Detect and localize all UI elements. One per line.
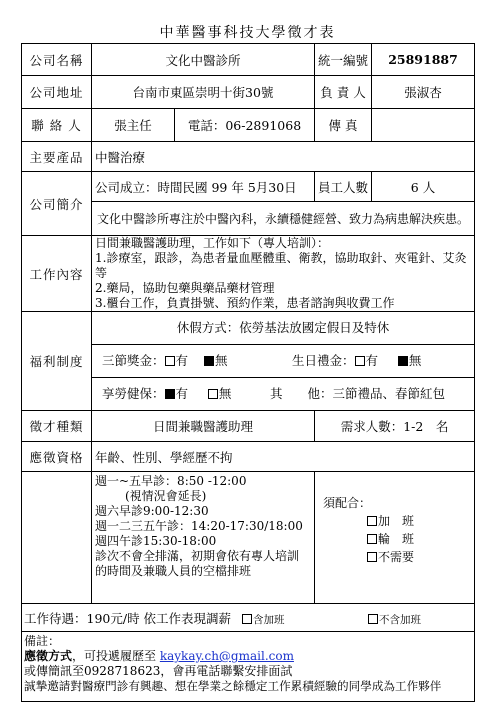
birthday-gift-yes-checkbox[interactable] xyxy=(355,356,365,366)
insurance-yes-checkbox[interactable] xyxy=(165,389,175,399)
birthday-gift-field xyxy=(292,345,421,377)
with-overtime-checkbox[interactable] xyxy=(242,614,252,624)
other-welfare-label: 其 他： xyxy=(270,386,333,401)
insurance-yes-label: 有 xyxy=(175,386,189,401)
qualification-label: 應徵資格 xyxy=(22,442,92,472)
festival-bonus-field xyxy=(102,345,227,377)
person-in-charge-value: 張淑杏 xyxy=(372,76,475,109)
schedule-list xyxy=(92,472,315,604)
established-value: 公司成立：時間民國 99 年 5月30日 xyxy=(92,172,315,202)
pay-value: 190元/時 依工作表現調薪 xyxy=(86,610,232,626)
position-value: 日間兼職醫護助理 xyxy=(92,411,315,442)
schedule-line: 週六早診9:00-12:30 xyxy=(95,504,209,518)
products-value: 中醫治療 xyxy=(92,142,475,172)
job-content-list xyxy=(92,236,475,312)
other-welfare-value: 三節禮品、春節紅包 xyxy=(332,386,446,401)
shift-checkbox[interactable] xyxy=(367,534,377,544)
job-form-table xyxy=(21,43,475,702)
application-method-text: ，可投遞履歷至 xyxy=(72,649,160,663)
welfare-row-insurance xyxy=(92,378,474,410)
job-content-label: 工作內容 xyxy=(22,236,92,312)
not-needed-option-label: 不需要 xyxy=(378,550,415,564)
holiday-text: 休假方式：依勞基法放國定假日及特休 xyxy=(92,312,474,345)
insurance-field xyxy=(102,378,231,410)
without-overtime-option xyxy=(368,612,421,627)
overtime-option xyxy=(323,512,471,530)
remarks-line-3: 誠摯邀請對醫療門診有興趣、想在學業之餘穩定工作累積經驗的同學成為工作夥伴 xyxy=(24,679,442,693)
person-in-charge-label: 負 責 人 xyxy=(315,76,372,109)
phone-value: 電話：06-2891068 xyxy=(175,109,315,142)
festival-bonus-no-label: 無 xyxy=(214,353,228,368)
job-content-line: 日間兼職醫護助理，工作如下（專人培訓）： xyxy=(95,236,330,250)
without-overtime-label: 不含加班 xyxy=(379,614,421,626)
company-name-value: 文化中醫診所 xyxy=(92,44,315,76)
insurance-no-label: 無 xyxy=(218,386,232,401)
intro-label: 公司簡介 xyxy=(22,172,92,236)
employees-value: 6 人 xyxy=(372,172,475,202)
birthday-gift-label: 生日禮金： xyxy=(292,353,355,368)
schedule-line: 週一二三五午診：14:20-17:30/18:00 xyxy=(95,519,303,533)
headcount-value: 需求人數：1-2 名 xyxy=(315,411,475,442)
welfare-label: 福利制度 xyxy=(22,312,92,411)
qualification-value: 年齡、性別、學經歷不拘 xyxy=(92,442,475,472)
overtime-label: 須配合： xyxy=(323,496,372,510)
products-label: 主要產品 xyxy=(22,142,92,172)
page-title: 中華醫事科技大學徵才表 xyxy=(159,25,336,41)
welfare-row-bonus xyxy=(92,345,474,378)
remarks-cell xyxy=(22,632,475,702)
shift-option xyxy=(323,530,471,548)
festival-bonus-yes-label: 有 xyxy=(175,353,189,368)
remarks-line-2: 或傳簡訊至0928718623，會再電話聯繫安排面試 xyxy=(24,664,293,678)
pay-label: 工作待遇： xyxy=(24,610,87,626)
contact-value: 張主任 xyxy=(92,109,175,142)
shift-option-label: 輪 班 xyxy=(378,532,415,546)
schedule-line: 診次不會全排滿，初期會依有專人培訓 xyxy=(95,549,300,563)
overtime-option-label: 加 班 xyxy=(378,514,415,528)
job-content-line: 1.診療室，跟診，為患者量血壓體重、衛教，協助取針、夾電針、艾灸等 xyxy=(95,251,467,280)
overtime-checkbox[interactable] xyxy=(367,516,377,526)
festival-bonus-label: 三節獎金： xyxy=(102,353,165,368)
employees-label: 員工人數 xyxy=(315,172,372,202)
fax-label: 傳 真 xyxy=(315,109,372,142)
welfare-cell xyxy=(92,312,475,411)
fax-value xyxy=(372,109,475,142)
tax-id-label: 統一編號 xyxy=(315,44,372,76)
contact-label: 聯 絡 人 xyxy=(22,109,92,142)
schedule-line: 週一~五早診：8:50 -12:00 xyxy=(95,474,247,488)
remarks-line-1 xyxy=(24,649,471,664)
with-overtime-label: 含加班 xyxy=(253,614,285,626)
schedule-line: 週四午診15:30-18:00 xyxy=(95,534,217,548)
insurance-label: 享勞健保： xyxy=(102,386,165,401)
festival-bonus-no-checkbox[interactable] xyxy=(204,356,214,366)
overtime-cell xyxy=(315,472,475,604)
with-overtime-option xyxy=(242,612,285,627)
address-label: 公司地址 xyxy=(22,76,92,109)
birthday-gift-no-checkbox[interactable] xyxy=(398,356,408,366)
company-name-label: 公司名稱 xyxy=(22,44,92,76)
application-method-label: 應徵方式 xyxy=(24,649,73,663)
address-value: 台南市東區崇明十街30號 xyxy=(92,76,315,109)
insurance-no-checkbox[interactable] xyxy=(208,389,218,399)
remarks-label: 備註： xyxy=(24,634,61,648)
without-overtime-checkbox[interactable] xyxy=(368,614,378,624)
festival-bonus-yes-checkbox[interactable] xyxy=(165,356,175,366)
birthday-gift-no-label: 無 xyxy=(408,353,422,368)
birthday-gift-yes-label: 有 xyxy=(365,353,379,368)
schedule-line: 的時間及兼職人員的空檔排班 xyxy=(95,564,252,578)
email-link[interactable]: kaykay.ch@gmail.com xyxy=(159,649,294,663)
schedule-line: (視情況會延長) xyxy=(125,489,207,503)
job-content-line: 3.櫃台工作，負責掛號、預約作業，患者諮詢與收費工作 xyxy=(95,296,395,310)
position-label: 徵才種類 xyxy=(22,411,92,442)
intro-value: 文化中醫診所專注於中醫內科，永續穩健經營、致力為病患解決疾患。 xyxy=(92,202,475,236)
other-welfare-field xyxy=(270,378,445,410)
schedule-blank xyxy=(22,472,92,604)
pay-row xyxy=(22,604,475,632)
not-needed-option xyxy=(323,548,471,566)
job-content-line: 2.藥局，協助包藥與藥品藥材管理 xyxy=(95,281,275,295)
not-needed-checkbox[interactable] xyxy=(367,552,377,562)
tax-id-value: 25891887 xyxy=(372,44,475,76)
